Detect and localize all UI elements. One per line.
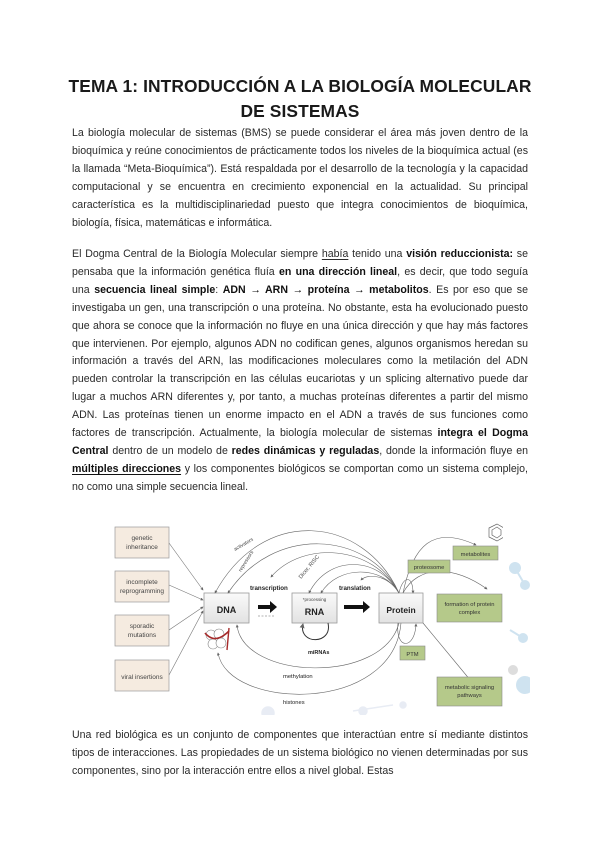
protein-label: Protein (386, 605, 416, 615)
text-run: El Dogma Central de la Biología Molecular siempre (72, 248, 322, 260)
translation-arrow (344, 601, 370, 613)
underlined-text: había (321, 248, 349, 260)
rna-processing-note: *processing (302, 597, 327, 602)
metabolites-label: metabolites (460, 552, 491, 558)
title-line-2: DE SISTEMAS (240, 101, 360, 121)
bold-text: visión reduccionista: (406, 248, 514, 260)
label-sporadic-mutations: sporadic (129, 623, 155, 630)
benzene-ring-icon (489, 524, 503, 541)
title-line-1: TEMA 1: INTRODUCCIÓN A LA BIOLOGÍA MOLECULAR (68, 76, 532, 96)
protein-complex-label-2: complex (458, 610, 481, 616)
paragraph-intro: La biología molecular de sistemas (BMS) se puede considerar el área más joven dentro de la bioquímica y reúne conocimientos de prácticamente todos los niveles de la bioquímica actual (es la llamada “Meta-Bioquímica”). Está respaldada por el desarrollo de la tecnología y la capacidad computacional y se encuentra en crecimiento exponencial en la actualidad. Su principal característica es la multidisciplinariedad puesto que integra conocimientos de bioquímica, biología, física, matemáticas e informática. (72, 127, 528, 229)
transcription-arrow (258, 601, 277, 616)
dicer-risc-label: Dicer, RISC (297, 554, 322, 581)
label-genetic-inheritance: genetic (131, 535, 153, 542)
text-run: se pensaba que la información genética fluía (72, 248, 528, 278)
rna-label: RNA (304, 607, 325, 617)
central-dogma-network-diagram (103, 515, 503, 715)
methylation-label: methylation (283, 674, 313, 680)
bold-text: secuencia lineal simple (94, 283, 216, 296)
translation-label: translation (339, 585, 371, 592)
activators-label: activators (233, 536, 255, 553)
bold-underlined-text: múltiples direcciones (72, 462, 182, 475)
bold-text: ADN → ARN → proteína → metabolitos (222, 283, 429, 296)
label-viral-insertions: viral insertions (121, 674, 163, 681)
bold-text: redes dinámicas y reguladas (231, 444, 380, 457)
signaling-pathways-label-2: pathways (457, 693, 482, 699)
molecule-decoration (505, 560, 530, 710)
text-run: : (215, 283, 223, 296)
histones-label: histones (283, 700, 305, 706)
transcription-label: transcription (250, 585, 288, 592)
input-boxes (115, 527, 169, 691)
mirnas-label: miRNAs (308, 650, 330, 656)
protein-complex-label: formation of protein (444, 602, 495, 608)
label-incomplete-reprogramming-2: reprogramming (119, 588, 165, 595)
text-run: dentro de un modelo de (108, 444, 232, 457)
bold-text: en una dirección lineal (278, 265, 398, 278)
page-title (60, 74, 540, 124)
output-boxes (400, 546, 502, 706)
bold-text: integra el Dogma Central (72, 427, 528, 457)
text-run: . Es por eso que se investigaba un gen, una transcripción o una proteína. No obstante, esta ha evolucionado puesto que ahora se conoce que la información no fluye en una única dirección y que hay más factores que intervienen. Por ejemplo, algunos ADN no codifican genes, algunos organismos heredan su información a través del ARN, las modificaciones moleculares como la metilación del ADN pueden controlar la transcripción en las células eucariotas y un splicing alternativo puede dar lugar a muchos ARN diferentes y, por tanto, a muchas proteínas diferentes a partir del mismo ADN. Las proteínas tienen un enorme impacto en el ADN a través de sus funciones como factores de transcripción. Actualmente, la biología molecular de sistemas (72, 283, 528, 440)
label-genetic-inheritance-2: inheritance (126, 544, 158, 551)
chromatin-icon (205, 628, 229, 650)
text-run: y los componentes biológicos se comportan como un sistema complejo, no como una simple secuencia lineal. (72, 462, 528, 493)
label-sporadic-mutations-2: mutations (127, 632, 157, 639)
paragraph-biological-network: Una red biológica es un conjunto de componentes que interactúan entre sí mediante distintos tipos de interacciones. Las propiedades de un sistema biológico no vienen determinadas por sus componentes, sino por la interacción entre ellos a nivel global. Estas (72, 729, 528, 777)
paragraph-central-dogma (72, 246, 528, 497)
proteosome-label: proteosome (413, 565, 445, 571)
label-incomplete-reprogramming: incomplete (126, 579, 158, 586)
text-run: , donde la información fluye en (379, 444, 528, 457)
repressors-label: repressors (237, 549, 256, 574)
signaling-pathways-label: metabolic signaling (444, 685, 495, 691)
dna-label: DNA (216, 605, 237, 615)
ptm-label: PTM (406, 652, 419, 658)
text-run: tenido una (348, 248, 407, 260)
text-run: , es decir, que todo seguía una (72, 265, 528, 296)
